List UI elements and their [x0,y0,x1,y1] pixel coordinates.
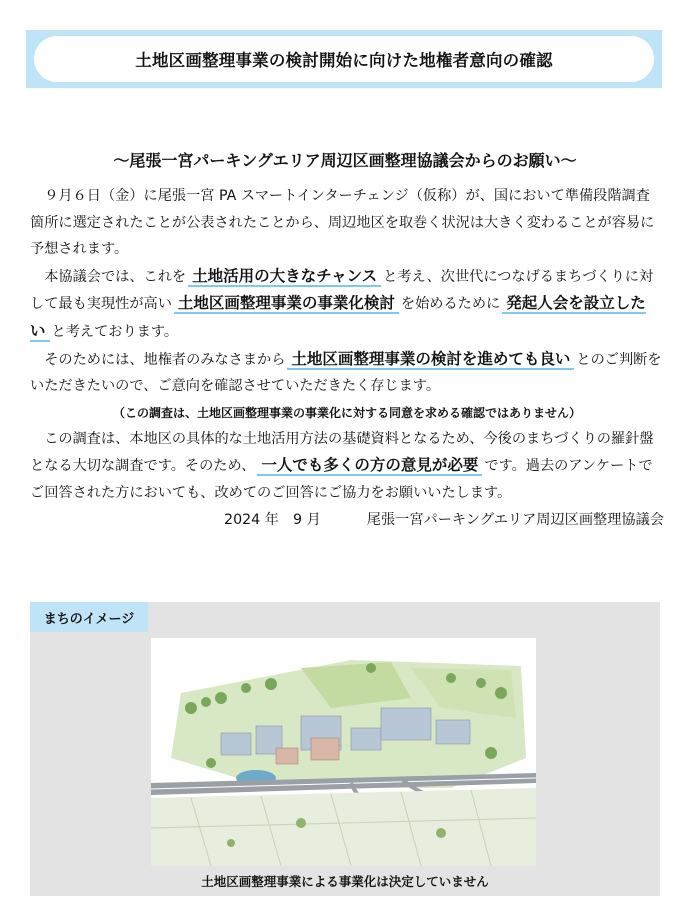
signature-org: 尾張一宮パーキングエリア周辺区画整理協議会 [366,511,664,528]
highlight-many-opinions: 一人でも多くの方の意見が必要 [257,456,482,476]
town-image-caption: 土地区画整理事業による事業化は決定していません [201,874,489,889]
page-title: 土地区画整理事業の検討開始に向けた地権者意向の確認 [34,36,654,82]
paragraph-1-text: ９月６日（金）に尾張一宮 PA スマートインターチェンジ（仮称）が、国において準備段階調査箇所に選定されたことが公表されたことから、周辺地区を取巻く状況は大きく変わることが容易に予想されます。 [30,188,655,258]
town-image-label: まちのイメージ [30,602,148,632]
paragraph-2 [30,263,664,346]
paragraph-1 [30,183,664,263]
paragraph-3-post: とのご判断をいただきたいので、ご意向を確認させていただきたく存じます。 [30,351,662,395]
paragraph-4 [30,426,664,507]
paragraph-2-mid1: と考え、次世代につなげるまちづくりに対して最も実現性が高い [30,268,654,313]
paragraph-3-pre: そのためには、地権者のみなさまから [44,351,286,368]
town-image-panel [30,602,660,896]
title-band [26,30,662,88]
paragraph-2-mid2: を始めるために [400,296,501,313]
signature [30,507,664,534]
body-text [30,183,664,533]
highlight-proceed-ok: 土地区画整理事業の検討を進めても良い [287,350,574,370]
highlight-project-study: 土地区画整理事業の事業化検討 [174,294,399,314]
town-image [151,638,536,866]
subtitle: ～尾張一宮パーキングエリア周辺区画整理協議会からのお願い～ [113,151,577,170]
paragraph-4-post: です。過去のアンケートでご回答された方においても、改めてのご回答にご協力をお願いいたします。 [30,458,653,501]
paragraph-3 [30,346,664,400]
paragraph-4-pre: この調査は、本地区の具体的な土地活用方法の基礎資料となるため、今後のまちづくりの羅針盤となる大切な調査です。そのため、 [30,430,654,475]
highlight-promoters-meeting: 発起人会を設立したい [30,294,646,340]
town-illustration [151,638,536,866]
paragraph-2-post: と考えております。 [51,323,179,340]
survey-note: （この調査は、土地区画整理事業の事業化に対する同意を求める確認ではありません） [112,405,581,420]
signature-date: 2024 年 9 月 [224,511,321,528]
paragraph-2-pre: 本協議会では、これを [44,268,187,285]
highlight-land-use-chance: 土地活用の大きなチャンス [188,267,381,287]
